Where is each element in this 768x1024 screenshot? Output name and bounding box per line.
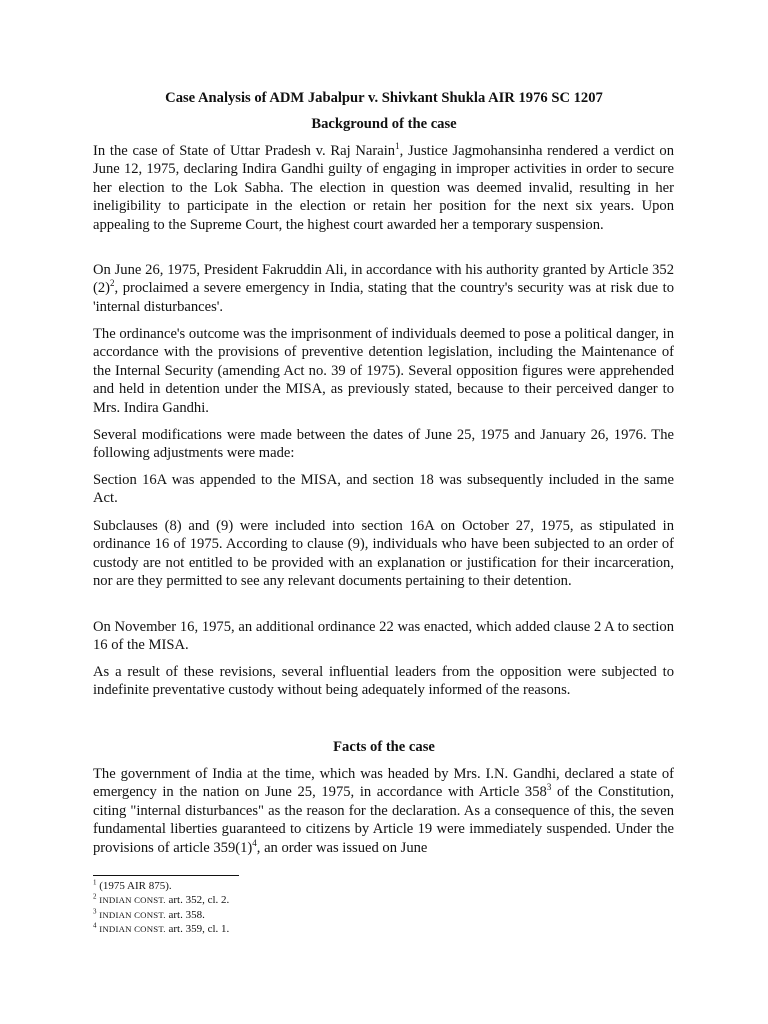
footnote-divider — [93, 875, 239, 876]
footnote-2: $^2$ INDIAN CONST. art. 352, cl. 2. — [93, 892, 230, 907]
paragraph-5: Section 16A was appended to the MISA, and section 18 was subsequently included in the same Act. — [93, 472, 674, 507]
paragraph-7: On November 16, 1975, an additional ordinance 22 was enacted, which added clause 2 A to section 16 of the MISA. — [93, 619, 674, 654]
footnote-ref-2[interactable]: 2 — [110, 278, 115, 289]
heading-facts: Facts of the case — [333, 739, 435, 755]
paragraph-8: As a result of these revisions, several influential leaders from the opposition were subjected to indefinite preventative custody without being adequately informed of the reasons. — [93, 664, 674, 699]
paragraph-2: On June 26, 1975, President Fakruddin Ali, in accordance with his authority granted by Article 352 $(2)^2$, proclaimed a severe emergency in India, stating that the country's security was at risk due to 'internal disturbances'. — [93, 262, 674, 315]
paragraph-1: In the case of State of Uttar Pradesh v. Raj Narain$^1$, Justice Jagmohansinha rendered a verdict on June 12, 1975, declaring Indira Gandhi guilty of engaging in improper activities in order to secure her election to the Lok Sabha. The election in question was deemed invalid, resulting in her ineligibility to participate in the election or retain her position for the next six years. Upon appealing to the Supreme Court, the highest court awarded her a temporary suspension. — [93, 141, 674, 233]
footnote-3: $^3$ INDIAN CONST. art. 358. — [93, 907, 205, 921]
paragraph-4: Several modifications were made between the dates of June 25, 1975 and January 26, 1976. The following adjustments were made: — [93, 427, 674, 462]
footnote-ref-3[interactable]: 3 — [546, 782, 552, 793]
paragraph-3: The ordinance's outcome was the imprisonment of individuals deemed to pose a political danger, in accordance with the provisions of preventive detention legislation, including the Maintenance of the Internal Security (amending Act no. 39 of 1975). Several opposition figures were apprehended and held in detention under the MISA, as previously stated, because to their perceived danger to Mrs. Indira Gandhi. — [93, 326, 674, 416]
footnote-ref-4[interactable]: 4 — [252, 837, 257, 848]
heading-background: Background of the case — [311, 116, 457, 132]
footnote-4: $^4$ INDIAN CONST. art. 359, cl. 1. — [93, 921, 230, 936]
footnotes — [93, 879, 493, 937]
document-title: Case Analysis of ADM Jabalpur v. Shivkant Shukla AIR 1976 SC 1207 — [165, 90, 603, 106]
footnote-ref-1[interactable]: 1 — [395, 141, 400, 152]
footnote-1: $^1$ (1975 AIR 875). — [93, 878, 172, 892]
paragraph-9: The government of India at the time, which was headed by Mrs. I.N. Gandhi, declared a state of emergency in the nation on June 25, 1975, in accordance with Article $358^3$ of the Constitution, citing "internal disturbances" as the reason for the declaration. As a consequence of this, the seven fundamental liberties guaranteed to citizens by Article 19 were immediately suspended. Under the provisions of article $359(1)^4$, an order was issued on June — [93, 766, 675, 856]
paragraph-6: Subclauses (8) and (9) were included into section 16A on October 27, 1975, as stipulated in ordinance 16 of 1975. According to clause (9), individuals who have been subjected to an order of custody are not entitled to be provided with an explanation or justification for their incarceration, nor are they permitted to see any relevant documents pertaining to their detention. — [93, 518, 674, 590]
